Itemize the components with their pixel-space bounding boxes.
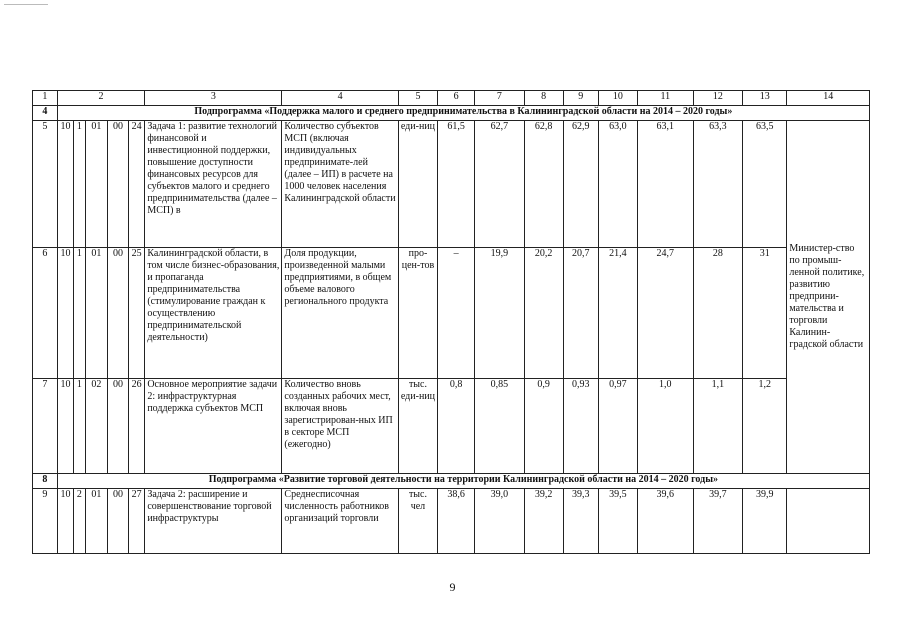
unit-cell: еди-ниц [398,121,437,248]
unit-cell: тыс. еди-ниц [398,379,437,474]
value-cell: 24,7 [637,248,693,379]
header-cell: 1 [33,91,58,106]
value-cell: 1,2 [743,379,787,474]
code-cell: 1 [74,121,85,248]
scan-mark [4,4,48,5]
code-cell: 1 [74,379,85,474]
table-row [33,248,870,379]
header-cell: 5 [398,91,437,106]
empty-cell [787,489,870,554]
code-cell: 00 [108,248,129,379]
task-cell: Основное мероприятие задачи 2: инфраструктурная поддержка субъектов МСП [145,379,282,474]
code-cell: 01 [85,489,108,554]
value-cell: 63,1 [637,121,693,248]
value-cell: 39,5 [598,489,637,554]
task-cell: Калининградской области, в том числе бизнес-образования, и пропаганда предпринимательства (стимулирование граждан к осуществлению предпринимательской деятельности) [145,248,282,379]
row-number: 7 [33,379,58,474]
indicator-cell: Среднесписочная численность работников организаций торговли [282,489,398,554]
unit-cell: про-цен-тов [398,248,437,379]
header-cell: 10 [598,91,637,106]
value-cell: 39,0 [475,489,524,554]
code-cell: 24 [128,121,144,248]
code-cell: 01 [85,248,108,379]
header-cell: 7 [475,91,524,106]
header-cell: 9 [563,91,598,106]
subprogram-title: Подпрограмма «Развитие торговой деятельности на территории Калининградской области на 2014 – 2020 годы» [57,474,869,489]
value-cell: 19,9 [475,248,524,379]
table-row [33,489,870,554]
indicator-cell: Доля продукции, произведенной малыми предприятиями, в общем объеме валового регионального продукта [282,248,398,379]
code-cell: 00 [108,489,129,554]
code-cell: 25 [128,248,144,379]
subprogram-row [33,106,870,121]
code-cell: 26 [128,379,144,474]
value-cell: 63,5 [743,121,787,248]
header-cell: 8 [524,91,563,106]
value-cell: 1,1 [693,379,742,474]
row-number: 8 [33,474,58,489]
header-row [33,91,870,106]
code-cell: 02 [85,379,108,474]
value-cell: 39,6 [637,489,693,554]
responsible-cell: Министер-ство по промыш-ленной политике, развитию предприни-мательства и торговли Калинин-градской области [787,121,870,474]
indicator-cell: Количество субъектов МСП (включая индивидуальных предпринимате-лей (далее – ИП) в расчете на 1000 человек населения Калининградской области [282,121,398,248]
value-cell: – [438,248,475,379]
value-cell: 0,97 [598,379,637,474]
code-cell: 00 [108,379,129,474]
value-cell: 0,8 [438,379,475,474]
row-number: 6 [33,248,58,379]
unit-cell: тыс. чел [398,489,437,554]
header-cell: 4 [282,91,398,106]
subprogram-title: Подпрограмма «Поддержка малого и среднего предпринимательства в Калининградской области на 2014 – 2020 годы» [57,106,869,121]
code-cell: 10 [57,379,73,474]
row-number: 4 [33,106,58,121]
value-cell: 39,3 [563,489,598,554]
value-cell: 28 [693,248,742,379]
header-cell: 6 [438,91,475,106]
value-cell: 62,8 [524,121,563,248]
value-cell: 39,9 [743,489,787,554]
value-cell: 31 [743,248,787,379]
page-number: 9 [449,580,456,594]
code-cell: 1 [74,248,85,379]
value-cell: 63,0 [598,121,637,248]
value-cell: 39,7 [693,489,742,554]
value-cell: 20,2 [524,248,563,379]
value-cell: 61,5 [438,121,475,248]
task-cell: Задача 1: развитие технологий финансовой и инвестиционной поддержки, повышение доступности финансовых ресурсов для субъектов малого и среднего предпринимательства (далее – МСП) в [145,121,282,248]
header-cell: 14 [787,91,870,106]
code-cell: 01 [85,121,108,248]
value-cell: 39,2 [524,489,563,554]
code-cell: 27 [128,489,144,554]
value-cell: 21,4 [598,248,637,379]
code-cell: 00 [108,121,129,248]
value-cell: 20,7 [563,248,598,379]
value-cell: 63,3 [693,121,742,248]
code-cell: 2 [74,489,85,554]
table-row [33,379,870,474]
code-cell: 10 [57,121,73,248]
value-cell: 0,93 [563,379,598,474]
table-row [33,121,870,248]
value-cell: 0,85 [475,379,524,474]
indicator-cell: Количество вновь созданных рабочих мест, включая вновь зарегистрирован-ных ИП в секторе МСП (ежегодно) [282,379,398,474]
value-cell: 0,9 [524,379,563,474]
header-cell: 3 [145,91,282,106]
code-cell: 10 [57,489,73,554]
indicators-table [32,90,870,554]
value-cell: 38,6 [438,489,475,554]
value-cell: 1,0 [637,379,693,474]
header-cell: 13 [743,91,787,106]
header-cell: 2 [57,91,145,106]
header-cell: 12 [693,91,742,106]
subprogram-row [33,474,870,489]
task-cell: Задача 2: расширение и совершенствование торговой инфраструктуры [145,489,282,554]
value-cell: 62,7 [475,121,524,248]
value-cell: 62,9 [563,121,598,248]
code-cell: 10 [57,248,73,379]
row-number: 9 [33,489,58,554]
row-number: 5 [33,121,58,248]
header-cell: 11 [637,91,693,106]
